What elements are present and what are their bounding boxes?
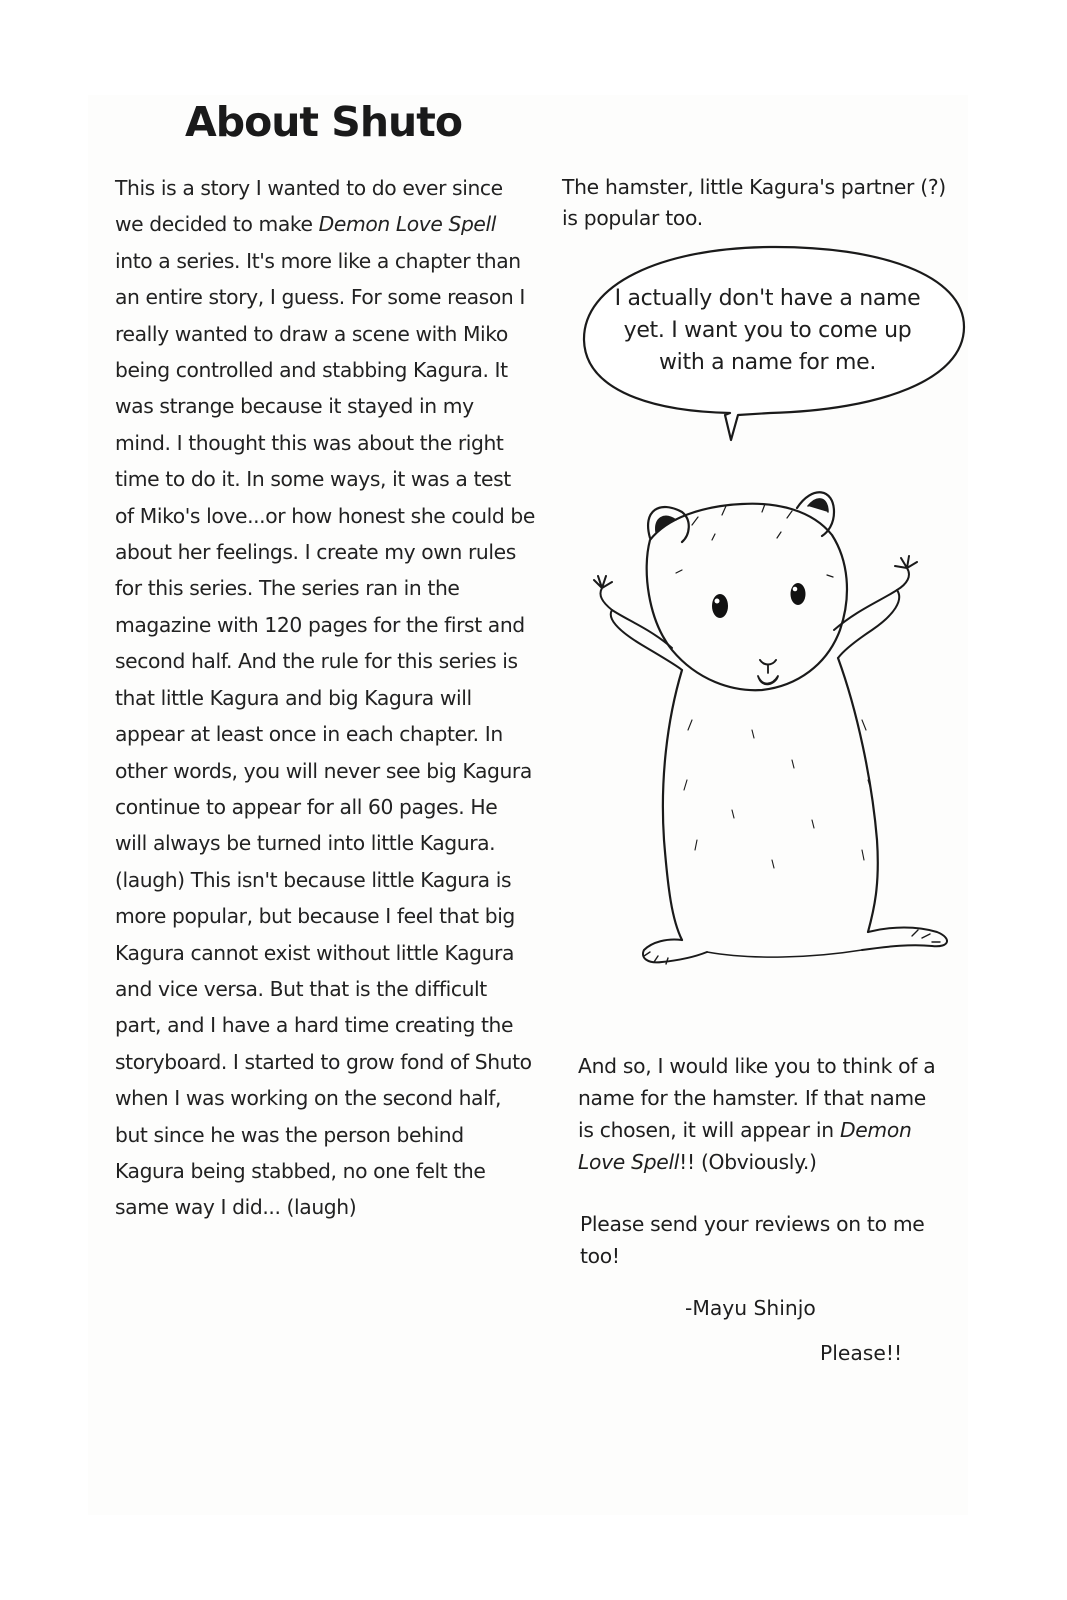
essay-part-2: into a series. It's more like a chapter than an entire story, I guess. For some reason I really wanted to draw a scene with Miko being controlled and stabbing Kagura. It was strange because it stayed in my mind. I thought this was about the right time to do it. In some ways, it was a test of Miko's love...or how honest she could be about her feelings. I create my own rules for this series. The series ran in the magazine with 120 pages for the first and second half. And the rule for this series is that little Kagura and big Kagura will appear at least once in each chapter. In other words, you will never see big Kagura continue to appear for all 60 pages. He will always be turned into little Kagura. (laugh) This isn't because little Kagura is more popular, but because I feel that big Kagura cannot exist without little Kagura and vice versa. But that is the difficult part, and I have a hard time creating the storyboard. I started to grow fond of Shuto when I was working on the second half, but since he was the person behind Kagura being stabbed, no one felt the same way I did... (laugh) — [115, 248, 535, 1220]
outro-part-2: !! (Obviously.) — [679, 1150, 817, 1174]
hamster-intro-text: The hamster, little Kagura's partner (?) is popular too. — [562, 175, 946, 230]
reviews-request-text: Please send your reviews on to me too! — [580, 1212, 925, 1268]
hamster-icon — [572, 480, 962, 980]
outro-part-1: And so, I would like you to think of a name for the hamster. If that name is chosen, it will appear in — [578, 1054, 936, 1142]
essay-text — [115, 170, 535, 1226]
essay-part-1: This is a story I wanted to do ever since we decided to make — [115, 176, 503, 237]
author-signature: -Mayu Shinjo — [685, 1296, 816, 1320]
please-note: Please!! — [820, 1341, 903, 1365]
essay-series-title: Demon Love Spell — [318, 212, 496, 237]
outro-series-title: Demon Love Spell — [578, 1118, 912, 1174]
name-request-text — [578, 1050, 938, 1178]
speech-bubble-text: I actually don't have a name yet. I want you to come up with a name for me. — [614, 286, 921, 375]
page-title: About Shuto — [185, 98, 462, 146]
